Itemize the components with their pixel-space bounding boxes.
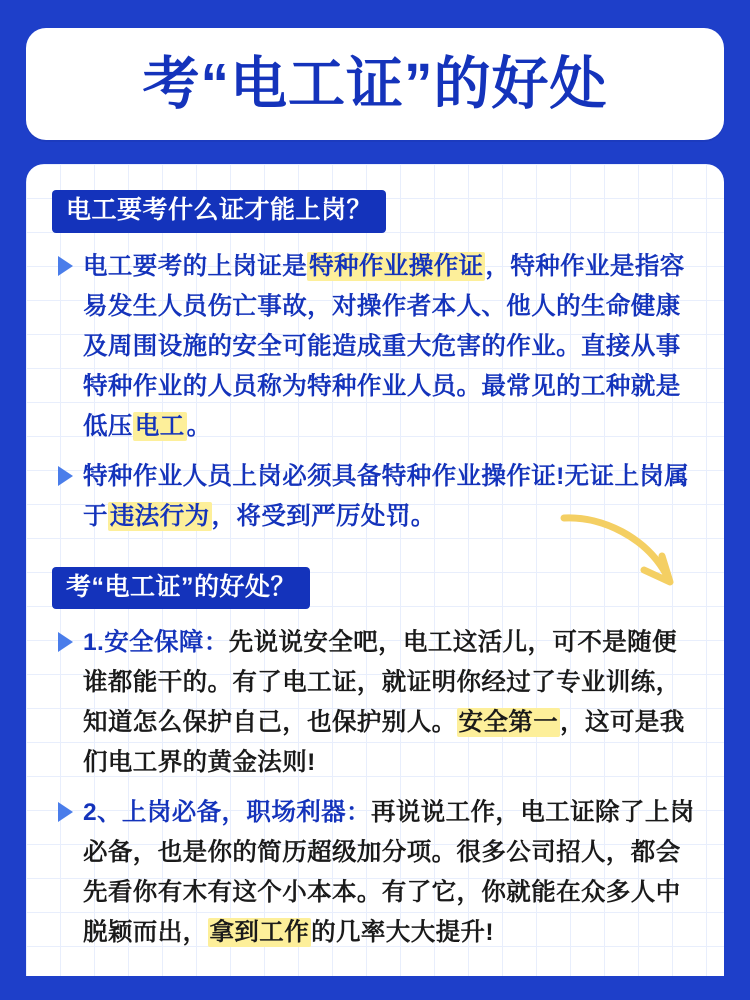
text-run: 先说说安全吧，电工这活儿，可不是随便谁都能干的。有了电工证，就证明你经过了专业训练，知道怎么保护自己，也保护别人。 xyxy=(83,629,681,736)
triangle-bullet-icon xyxy=(58,466,73,486)
paragraph-text-1-2 xyxy=(83,457,698,537)
highlight-run: 电工 xyxy=(134,412,185,440)
text-run: ，特种作业是指容易发生人员伤亡事故，对操作者本人、他人的生命健康及周围设施的安全可能造成重大危害的作业。直接从事特种作业的人员称为特种作业人员。最常见的工种就是低压 xyxy=(83,252,685,440)
highlight-run: 拿到工作 xyxy=(209,919,310,946)
text-run: 。 xyxy=(186,412,212,440)
triangle-bullet-icon xyxy=(58,256,73,276)
list-item xyxy=(52,247,698,447)
list-item xyxy=(52,457,698,537)
text-run: ，将受到严厉处罚。 xyxy=(211,502,436,530)
text-run: 的几率大大提升! xyxy=(311,919,494,946)
page-title: 考“电工证”的好处 xyxy=(142,51,608,116)
list-item xyxy=(52,793,698,953)
triangle-bullet-icon xyxy=(58,802,73,822)
item-lead-label: 1.安全保障： xyxy=(83,629,229,656)
text-run: 电工要考的上岗证是 xyxy=(83,252,308,280)
highlight-run: 特种作业操作证 xyxy=(309,252,484,280)
triangle-bullet-icon xyxy=(58,632,73,652)
paragraph-text-1-1 xyxy=(83,247,698,447)
paragraph-text-2-1 xyxy=(83,623,698,783)
section-heading-2: 考“电工证”的好处？ xyxy=(52,567,310,610)
title-card xyxy=(26,28,724,140)
paragraph-text-2-2 xyxy=(83,793,698,953)
highlight-run: 违法行为 xyxy=(109,502,210,530)
item-lead-label: 2、上岗必备，职场利器： xyxy=(83,799,371,826)
text-run: 再说说工作，电工证除了上岗必备，也是你的简历超级加分项。很多公司招人，都会先看你有木有这个小本本。有了它，你就能在众多人中脱颖而出， xyxy=(83,799,695,946)
highlight-run: 安全第一 xyxy=(458,709,559,736)
text-run: 特种作业人员上岗必须具备特种作业操作证!无证上岗属于 xyxy=(83,462,690,530)
text-run: ，这可是我们电工界的黄金法则! xyxy=(83,709,685,776)
content-card xyxy=(26,164,724,976)
list-item xyxy=(52,623,698,783)
section-heading-1: 电工要考什么证才能上岗？ xyxy=(52,190,386,233)
